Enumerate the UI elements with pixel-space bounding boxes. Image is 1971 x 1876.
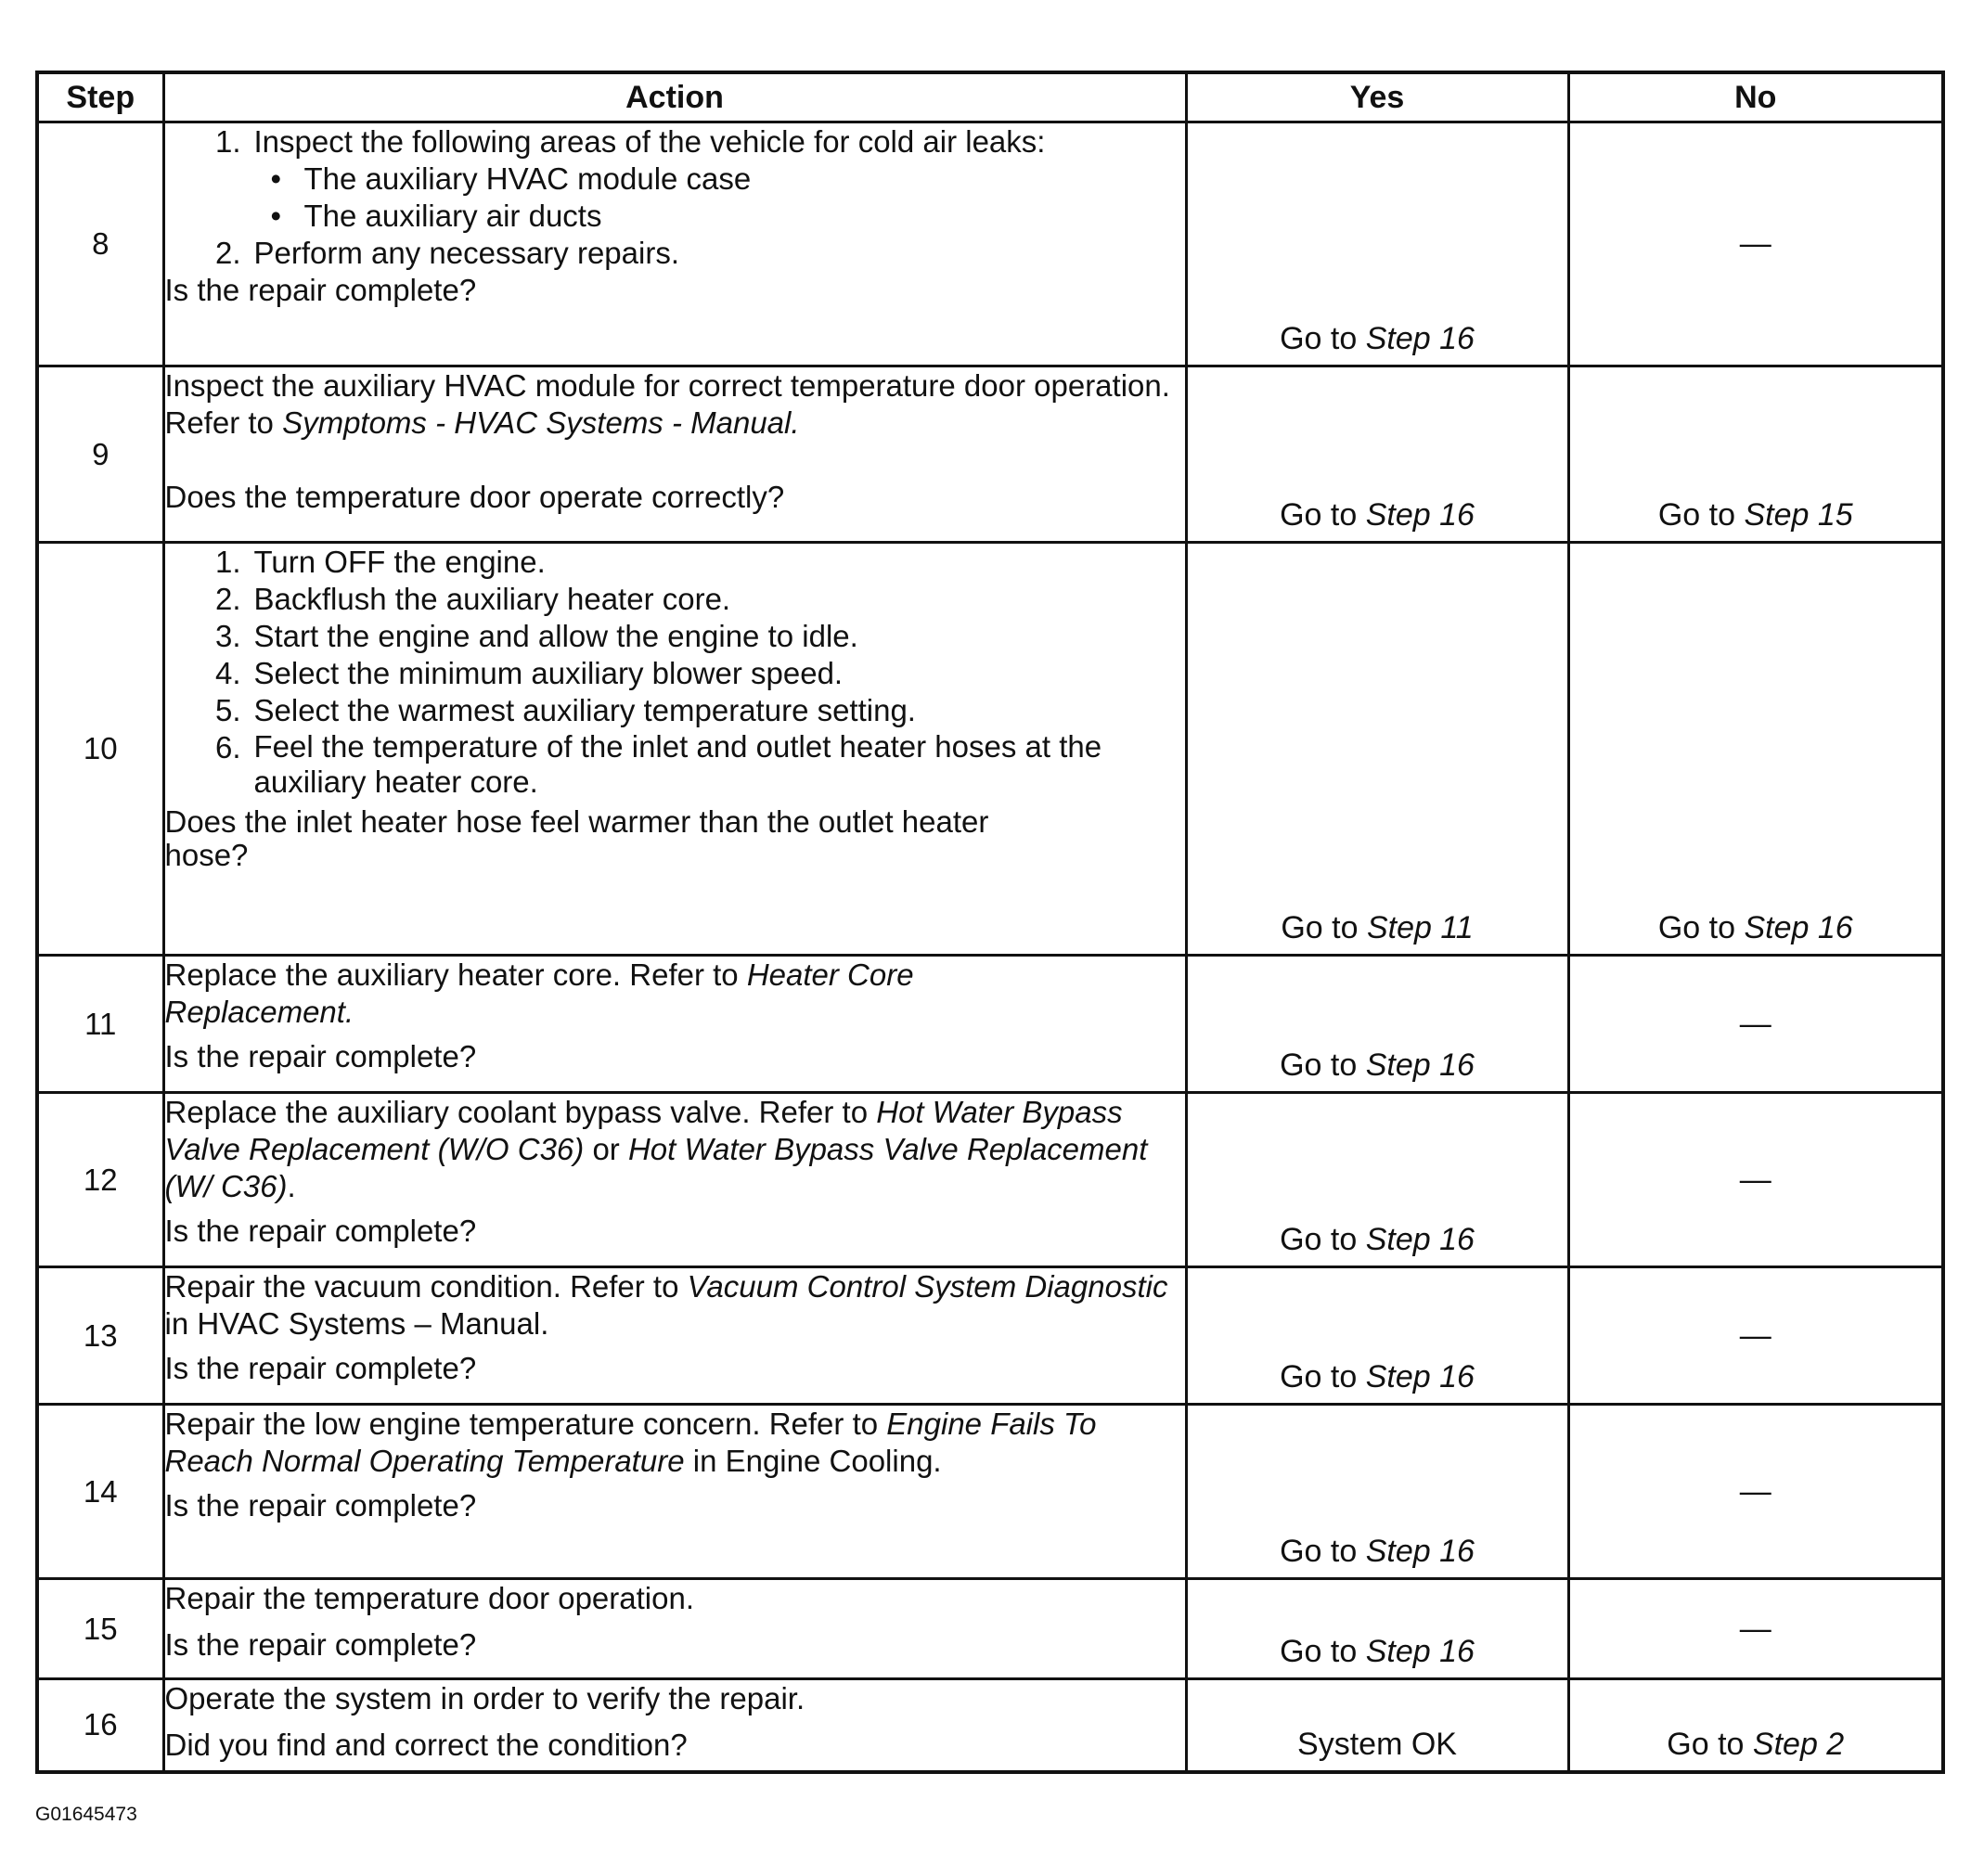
step-number: 9 <box>37 366 163 543</box>
bullet-item: • The auxiliary HVAC module case <box>270 161 752 196</box>
action-cell: Repair the temperature door operation. Is the repair complete? <box>163 1579 1186 1679</box>
no-cell: — <box>1568 1405 1943 1579</box>
action-cell: Replace the auxiliary heater core. Refer to Heater Core Replacement. Is the repair complete? <box>163 956 1186 1093</box>
step-link: Step 16 <box>1365 1534 1475 1569</box>
action-cell <box>163 543 1186 956</box>
step-number: 8 <box>37 122 163 366</box>
action-cell <box>163 122 1186 366</box>
no-cell: Go to Step 16 <box>1568 543 1943 956</box>
yes-cell <box>1186 1679 1568 1772</box>
no-cell: — <box>1568 956 1943 1093</box>
step-number: 11 <box>37 956 163 1093</box>
action-cell: Replace the auxiliary coolant bypass valve. Refer to Hot Water Bypass Valve Replacement (W/O C36) or Hot Water Bypass Valve Replacement (W/ C36). Is the repair complete? <box>163 1093 1186 1267</box>
no-cell: — <box>1568 1579 1943 1679</box>
step-link: Step 16 <box>1365 497 1475 533</box>
no-cell: — <box>1568 122 1943 366</box>
numbered-item: 4. Select the minimum auxiliary blower speed. <box>214 656 844 690</box>
no-cell: — <box>1568 1093 1943 1267</box>
numbered-item: 5. Select the warmest auxiliary temperature setting. <box>214 693 916 727</box>
step-link: Step 15 <box>1744 497 1853 533</box>
numbered-item: 1. Turn OFF the engine. <box>214 545 546 579</box>
yes-cell: Go to Step 16 <box>1186 1405 1568 1579</box>
question-text: Does the temperature door operate correctly? <box>164 480 785 514</box>
question-text: Is the repair complete? <box>164 1627 477 1662</box>
step-number: 10 <box>37 543 163 956</box>
header-yes: Yes <box>1186 72 1568 122</box>
yes-cell: Go to Step 16 <box>1186 366 1568 543</box>
header-no: No <box>1568 72 1943 122</box>
question-text: Did you find and correct the condition? <box>164 1728 688 1762</box>
table-row <box>37 956 1943 1093</box>
step-number: 15 <box>37 1579 163 1679</box>
numbered-item: 2. Perform any necessary repairs. <box>214 236 680 270</box>
no-cell: Go to Step 15 <box>1568 366 1943 543</box>
no-cell: — <box>1568 1267 1943 1405</box>
step-link: Step 16 <box>1365 1222 1475 1257</box>
figure-id: G01645473 <box>35 1804 137 1825</box>
step-number: 14 <box>37 1405 163 1579</box>
action-cell: Operate the system in order to verify the repair. Did you find and correct the condition? <box>163 1679 1186 1772</box>
system-ok-text: System OK <box>1297 1726 1457 1762</box>
action-cell: Repair the vacuum condition. Refer to Vacuum Control System Diagnostic in HVAC Systems – Manual. Is the repair complete? <box>163 1267 1186 1405</box>
table-row <box>37 1093 1943 1267</box>
step-link: Step 16 <box>1744 910 1853 945</box>
yes-cell: Go to Step 16 <box>1186 1267 1568 1405</box>
yes-cell: Go to Step 16 <box>1186 122 1568 366</box>
action-cell: Repair the low engine temperature concern. Refer to Engine Fails To Reach Normal Operating Temperature in Engine Cooling. Is the repair complete? <box>163 1405 1186 1579</box>
table-row <box>37 122 1943 366</box>
header-action: Action <box>163 72 1186 122</box>
question-text: Is the repair complete? <box>164 1039 477 1073</box>
step-link: Step 11 <box>1366 910 1474 945</box>
action-cell: Inspect the auxiliary HVAC module for correct temperature door operation. Refer to Symptoms - HVAC Systems - Manual. Does the temperature door operate correctly? <box>163 366 1186 543</box>
header-row <box>37 72 1943 122</box>
question-text: Is the repair complete? <box>164 273 477 307</box>
numbered-item: 3. Start the engine and allow the engine to idle. <box>214 619 858 653</box>
table-row <box>37 366 1943 543</box>
step-number: 12 <box>37 1093 163 1267</box>
yes-cell: Go to Step 16 <box>1186 1093 1568 1267</box>
step-link: Step 16 <box>1365 1359 1475 1394</box>
table-row <box>37 543 1943 956</box>
table-row <box>37 1579 1943 1679</box>
yes-cell: Go to Step 16 <box>1186 956 1568 1093</box>
step-link: Step 16 <box>1365 1047 1475 1083</box>
numbered-item: 2. Backflush the auxiliary heater core. <box>214 582 731 616</box>
table-row <box>37 1405 1943 1579</box>
step-number: 16 <box>37 1679 163 1772</box>
yes-cell: Go to Step 16 <box>1186 1579 1568 1679</box>
numbered-item: 1. Inspect the following areas of the vehicle for cold air leaks: <box>214 124 1046 159</box>
table-row <box>37 1267 1943 1405</box>
no-cell: Go to Step 2 <box>1568 1679 1943 1772</box>
step-link: Step 2 <box>1752 1726 1845 1762</box>
step-number: 13 <box>37 1267 163 1405</box>
question-text: Does the inlet heater hose feel warmer than the outlet heater hose? <box>164 804 989 872</box>
numbered-item: 6. Feel the temperature of the inlet and outlet heater hoses at the auxiliary heater core. <box>214 729 1102 799</box>
question-text: Is the repair complete? <box>164 1214 477 1248</box>
step-link: Step 16 <box>1365 1634 1475 1669</box>
question-text: Is the repair complete? <box>164 1351 477 1385</box>
yes-cell: Go to Step 11 <box>1186 543 1568 956</box>
diagnostic-table <box>35 71 1945 1774</box>
header-step: Step <box>37 72 163 122</box>
bullet-item: • The auxiliary air ducts <box>270 199 602 233</box>
step-link: Step 16 <box>1365 321 1475 356</box>
table-row <box>37 1679 1943 1772</box>
question-text: Is the repair complete? <box>164 1488 477 1523</box>
